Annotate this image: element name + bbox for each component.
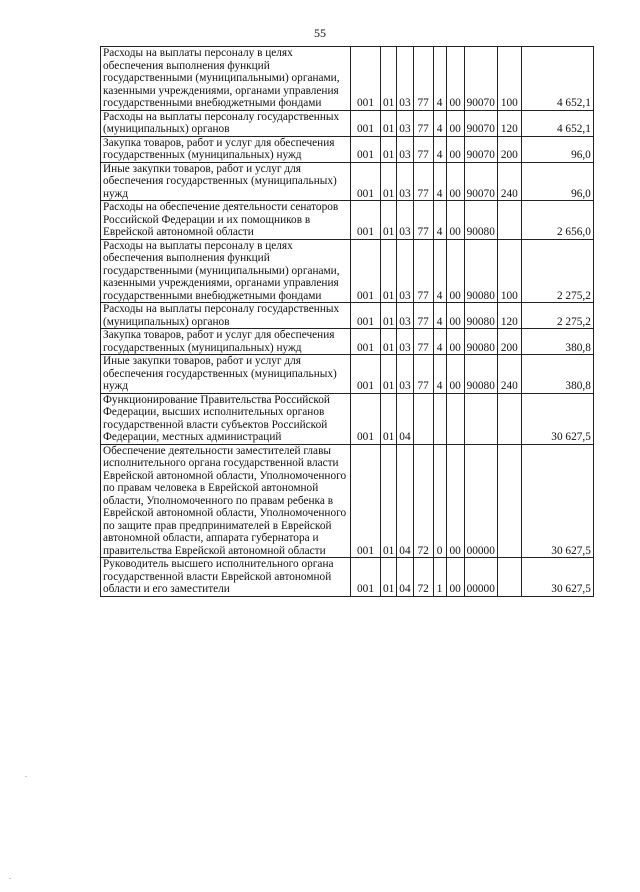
gov-code-cell: 001 [351, 162, 381, 201]
item-name-cell: Обеспечение деятельности заместителей главы исполнительного органа государственной власти Еврейской автономной области, Уполномоченного по правам человека в Еврейской автономной области, Уполномоченного по правам ребенка в Еврейской автономной области, Уполномоченного по защите прав предпринимателей в Еврейской автономной области, аппарата губернатора и правительства Еврейской автономной области [101, 444, 351, 558]
program-cell: 77 [413, 201, 433, 240]
direction-cell: 00000 [464, 558, 497, 597]
section-cell: 01 [381, 201, 397, 240]
amount-cell: 4 652,1 [521, 47, 593, 111]
item-name-cell: Функционирование Правительства Российской Федерации, высших исполнительных органов государственной власти субъектов Российской Федерации, местных администраций [101, 393, 351, 444]
main-event-cell: 00 [446, 444, 464, 558]
main-event-cell: 00 [446, 136, 464, 162]
subprogram-cell: 4 [433, 239, 446, 303]
table-row [101, 303, 594, 329]
gov-code-cell: 001 [351, 444, 381, 558]
section-cell: 01 [381, 303, 397, 329]
subprogram-cell: 0 [433, 444, 446, 558]
expense-type-cell: 200 [497, 136, 521, 162]
item-name-cell: Руководитель высшего исполнительного органа государственной власти Еврейской автономной области и его заместители [101, 558, 351, 597]
gov-code-cell: 001 [351, 110, 381, 136]
table-row [101, 136, 594, 162]
page-number: 55 [314, 26, 326, 40]
gov-code-cell: 001 [351, 239, 381, 303]
program-cell: 77 [413, 136, 433, 162]
amount-cell: 4 652,1 [521, 110, 593, 136]
amount-cell: 96,0 [521, 162, 593, 201]
subprogram-cell: 4 [433, 162, 446, 201]
subsection-cell: 03 [397, 110, 413, 136]
subprogram-cell: 4 [433, 355, 446, 394]
margin-mark: . [25, 770, 27, 779]
section-cell: 01 [381, 355, 397, 394]
expense-type-cell: 100 [497, 239, 521, 303]
amount-cell: 380,8 [521, 355, 593, 394]
subsection-cell: 04 [397, 444, 413, 558]
subsection-cell: 03 [397, 329, 413, 355]
main-event-cell: 00 [446, 201, 464, 240]
section-cell: 01 [381, 558, 397, 597]
table-row [101, 355, 594, 394]
direction-cell: 90080 [464, 303, 497, 329]
direction-cell: 90070 [464, 162, 497, 201]
item-name-cell: Расходы на выплаты персоналу в целях обеспечения выполнения функций государственными (муниципальными) органами, казенными учреждениями, органами управления государственными внебюджетными фондами [101, 47, 351, 111]
direction-cell: 00000 [464, 444, 497, 558]
budget-table [100, 46, 594, 597]
main-event-cell: 00 [446, 110, 464, 136]
subprogram-cell [433, 393, 446, 444]
table-row [101, 329, 594, 355]
expense-type-cell: 240 [497, 355, 521, 394]
section-cell: 01 [381, 110, 397, 136]
expense-type-cell: 200 [497, 329, 521, 355]
program-cell: 77 [413, 110, 433, 136]
section-cell: 01 [381, 47, 397, 111]
direction-cell: 90080 [464, 355, 497, 394]
subsection-cell: 04 [397, 558, 413, 597]
gov-code-cell: 001 [351, 355, 381, 394]
item-name-cell: Расходы на обеспечение деятельности сенаторов Российской Федерации и их помощников в Еврейской автономной области [101, 201, 351, 240]
item-name-cell: Иные закупки товаров, работ и услуг для обеспечения государственных (муниципальных) нужд [101, 162, 351, 201]
program-cell: 77 [413, 303, 433, 329]
expense-type-cell [497, 201, 521, 240]
subsection-cell: 04 [397, 393, 413, 444]
direction-cell: 90070 [464, 47, 497, 111]
main-event-cell: 00 [446, 303, 464, 329]
item-name-cell: Иные закупки товаров, работ и услуг для обеспечения государственных (муниципальных) нужд [101, 355, 351, 394]
expense-type-cell [497, 444, 521, 558]
table-row [101, 162, 594, 201]
gov-code-cell: 001 [351, 303, 381, 329]
gov-code-cell: 001 [351, 201, 381, 240]
main-event-cell: 00 [446, 47, 464, 111]
table-row [101, 393, 594, 444]
subprogram-cell: 4 [433, 110, 446, 136]
expense-type-cell: 120 [497, 303, 521, 329]
section-cell: 01 [381, 162, 397, 201]
subsection-cell: 03 [397, 355, 413, 394]
amount-cell: 380,8 [521, 329, 593, 355]
program-cell: 77 [413, 329, 433, 355]
item-name-cell: Расходы на выплаты персоналу государственных (муниципальных) органов [101, 110, 351, 136]
amount-cell: 30 627,5 [521, 393, 593, 444]
subsection-cell: 03 [397, 162, 413, 201]
main-event-cell: 00 [446, 239, 464, 303]
main-event-cell: 00 [446, 329, 464, 355]
subsection-cell: 03 [397, 239, 413, 303]
expense-type-cell: 120 [497, 110, 521, 136]
amount-cell: 30 627,5 [521, 558, 593, 597]
expense-type-cell: 240 [497, 162, 521, 201]
table-row [101, 110, 594, 136]
subsection-cell: 03 [397, 47, 413, 111]
table-row [101, 47, 594, 111]
expense-type-cell: 100 [497, 47, 521, 111]
expense-type-cell [497, 393, 521, 444]
margin-mark: . [9, 872, 11, 881]
table-row [101, 558, 594, 597]
section-cell: 01 [381, 444, 397, 558]
subprogram-cell: 4 [433, 329, 446, 355]
gov-code-cell: 001 [351, 47, 381, 111]
amount-cell: 2 656,0 [521, 201, 593, 240]
item-name-cell: Расходы на выплаты персоналу в целях обеспечения выполнения функций государственными (муниципальными) органами, казенными учреждениями, органами управления государственными внебюджетными фондами [101, 239, 351, 303]
amount-cell: 2 275,2 [521, 303, 593, 329]
item-name-cell: Расходы на выплаты персоналу государственных (муниципальных) органов [101, 303, 351, 329]
gov-code-cell: 001 [351, 329, 381, 355]
main-event-cell: 00 [446, 558, 464, 597]
program-cell: 77 [413, 162, 433, 201]
subprogram-cell: 4 [433, 47, 446, 111]
gov-code-cell: 001 [351, 136, 381, 162]
direction-cell: 90080 [464, 329, 497, 355]
subprogram-cell: 4 [433, 303, 446, 329]
gov-code-cell: 001 [351, 393, 381, 444]
program-cell: 72 [413, 444, 433, 558]
item-name-cell: Закупка товаров, работ и услуг для обеспечения государственных (муниципальных) нужд [101, 136, 351, 162]
program-cell: 72 [413, 558, 433, 597]
direction-cell: 90080 [464, 201, 497, 240]
subsection-cell: 03 [397, 201, 413, 240]
subsection-cell: 03 [397, 303, 413, 329]
subprogram-cell: 1 [433, 558, 446, 597]
table-row [101, 201, 594, 240]
main-event-cell: 00 [446, 162, 464, 201]
program-cell: 77 [413, 47, 433, 111]
table-row [101, 444, 594, 558]
program-cell: 77 [413, 239, 433, 303]
table-row [101, 239, 594, 303]
direction-cell: 90080 [464, 239, 497, 303]
expense-type-cell [497, 558, 521, 597]
direction-cell: 90070 [464, 110, 497, 136]
amount-cell: 30 627,5 [521, 444, 593, 558]
section-cell: 01 [381, 329, 397, 355]
section-cell: 01 [381, 136, 397, 162]
subsection-cell: 03 [397, 136, 413, 162]
section-cell: 01 [381, 239, 397, 303]
direction-cell: 90070 [464, 136, 497, 162]
section-cell: 01 [381, 393, 397, 444]
program-cell: 77 [413, 355, 433, 394]
program-cell [413, 393, 433, 444]
main-event-cell: 00 [446, 355, 464, 394]
direction-cell [464, 393, 497, 444]
amount-cell: 96,0 [521, 136, 593, 162]
subprogram-cell: 4 [433, 201, 446, 240]
subprogram-cell: 4 [433, 136, 446, 162]
main-event-cell [446, 393, 464, 444]
amount-cell: 2 275,2 [521, 239, 593, 303]
gov-code-cell: 001 [351, 558, 381, 597]
item-name-cell: Закупка товаров, работ и услуг для обеспечения государственных (муниципальных) нужд [101, 329, 351, 355]
